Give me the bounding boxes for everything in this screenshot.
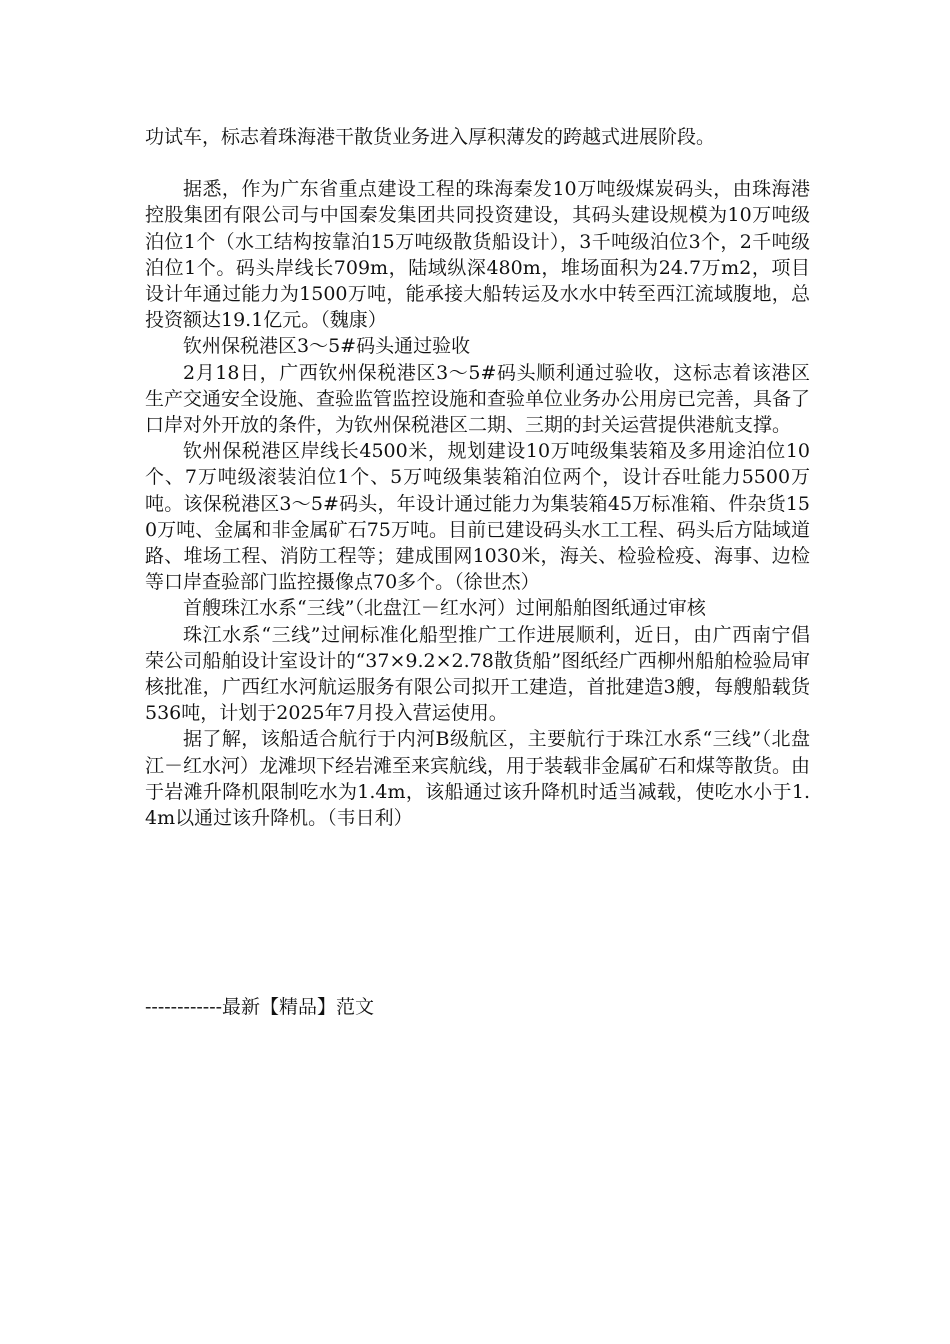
headline-pearl-river-ship: 首艘珠江水系“三线”（北盘江－红水河）过闸船舶图纸通过审核	[183, 597, 706, 620]
paragraph-zhuhai-terminal: 据悉，作为广东省重点建设工程的珠海秦发10万吨级煤炭码头，由珠海港控股集团有限公司与中国秦发集团共同投资建设，其码头建设规模为10万吨级泊位1个（水工结构按靠泊15万吨级散货船设计），3千吨级泊位3个，2千吨级泊位1个。码头岸线长709m，陆域纵深480m，堆场面积为24.7万m2，项目设计年通过能力为1500万吨，能承接大船转运及水水中转至西江流域腹地，总投资额达19.1亿元。（魏康）	[145, 178, 810, 332]
document-body	[145, 124, 810, 831]
paragraph-qinzhou-details: 钦州保税港区岸线长4500米，规划建设10万吨级集装箱及多用途泊位10个、7万吨级滚装泊位1个、5万吨级集装箱泊位两个，设计吞吐能力5500万吨。该保税港区3～5#码头，年设计通过能力为集装箱45万标准箱、件杂货150万吨、金属和非金属矿石75万吨。目前已建设码头水工工程、码头后方陆域道路、堆场工程、消防工程等；建成围网1030米，海关、检验检疫、海事、边检等口岸查验部门监控摄像点70多个。（徐世杰）	[145, 440, 810, 594]
footer-text: ------------最新【精品】范文	[145, 996, 375, 1018]
paragraph-pearl-river-progress: 珠江水系“三线”过闸标准化船型推广工作进展顺利，近日，由广西南宁倡荣公司船舶设计室设计的“37×9.2×2.78散货船”图纸经广西柳州船舶检验局审核批准，广西红水河航运服务有限公司拟开工建造，首批建造3艘，每艘船载货536吨，计划于2025年7月投入营运使用。	[145, 623, 810, 725]
paragraph-qinzhou-acceptance: 2月18日，广西钦州保税港区3～5#码头顺利通过验收，这标志着该港区生产交通安全设施、查验监管监控设施和查验单位业务办公用房已完善，具备了口岸对外开放的条件，为钦州保税港区二期、三期的封关运营提供港航支撑。	[145, 361, 811, 437]
paragraph-pearl-river-details: 据了解，该船适合航行于内河B级航区，主要航行于珠江水系“三线”（北盘江－红水河）龙滩坝下经岩滩至来宾航线，用于装载非金属矿石和煤等散货。由于岩滩升降机限制吃水为1.4m，该船通过该升降机时适当减载，使吃水小于1.4m以通过该升降机。（韦日利）	[145, 728, 811, 830]
paragraph-continuation: 功试车，标志着珠海港干散货业务进入厚积薄发的跨越式进展阶段。	[145, 126, 716, 148]
headline-qinzhou: 钦州保税港区3～5#码头通过验收	[183, 335, 471, 358]
